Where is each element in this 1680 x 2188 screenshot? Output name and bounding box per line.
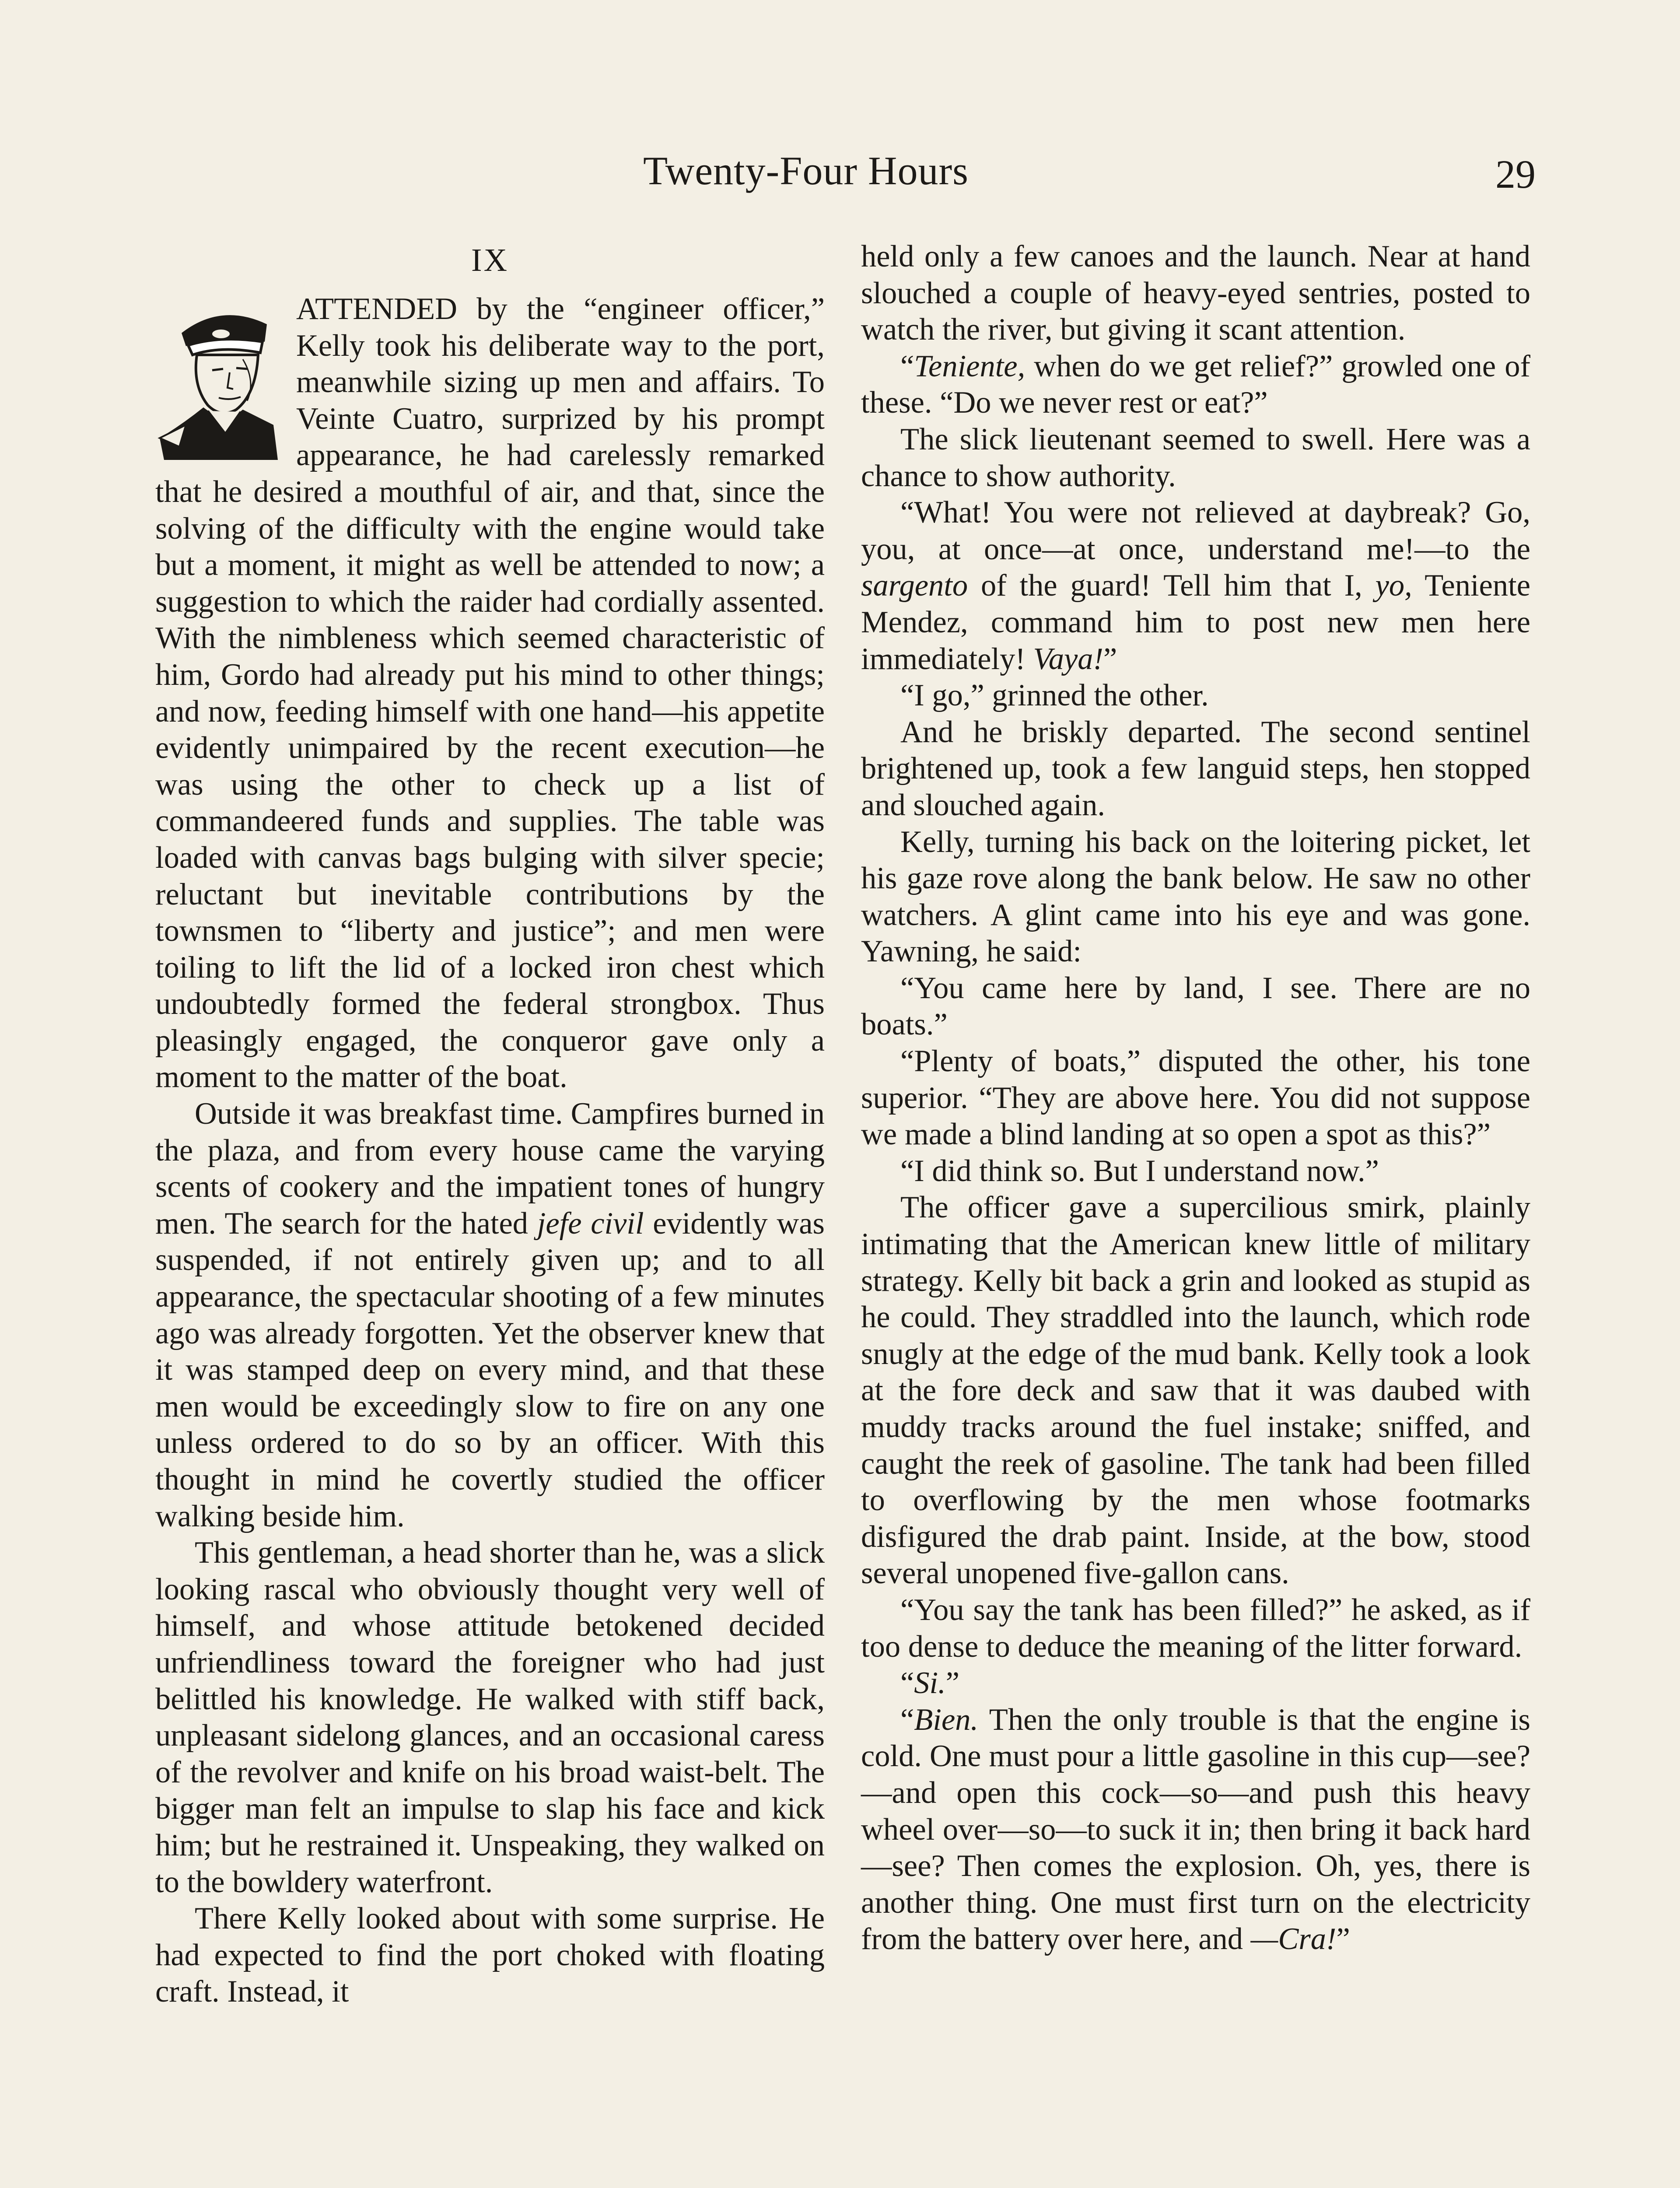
paragraph: There Kelly looked about with some surprise. He had expected to find the port choked with floating craft. Instead, it — [155, 1901, 825, 2009]
text-run: evidently was suspended, if not entirely given up; and to all appearance, the spectacular shooting of a few minutes ago was already forgotten. Yet the observer knew that it was stamped deep on every mind, and that these men would be exceedingly slow to fire on any one unless ordered to do so by an officer. With this thought in mind he covertly studied the officer walking beside him. — [155, 1206, 825, 1533]
italic-term: —Cra! — [1250, 1922, 1337, 1957]
text-run: Teniente Mendez, command him to post new men here immediately! — [861, 568, 1530, 676]
text-run: “ — [900, 1702, 914, 1737]
text-run: ” — [1336, 1922, 1350, 1957]
paragraph: held only a few canoes and the launch. Near at hand slouched a couple of heavy-eyed sentries, posted to watch the river, but giving it scant attention. — [861, 239, 1530, 347]
paragraph — [861, 348, 1530, 421]
paragraph: This gentleman, a head shorter than he, was a slick looking rascal who obviously thought very well of himself, and whose attitude betokened decided unfriendliness toward the foreigner who had just belittled his knowledge. He walked with stiff back, unpleasant sidelong glances, and an occasional caress of the revolver and knife on his broad waist-belt. The bigger man felt an impulse to slap his face and kick him; but he restrained it. Unspeaking, they walked on to the bowldery waterfront. — [155, 1536, 825, 1899]
italic-term: Si. — [914, 1666, 946, 1701]
paragraph: “I did think so. But I understand now.” — [900, 1154, 1379, 1188]
italic-term: Vaya! — [1033, 642, 1104, 676]
text-run: when do we get relief?” growled one of these. “Do we never rest or eat?” — [861, 349, 1530, 420]
text-run: ” — [945, 1666, 960, 1701]
text-run: Outside it was breakfast time. Campfires burned in the plaza, and from every house came the varying scents of cookery and the impatient tones of hungry men. The search for the hated — [155, 1097, 825, 1241]
paragraph: “You came here by land, I see. There are no boats.” — [861, 971, 1530, 1042]
text-run: ” — [1103, 642, 1117, 676]
paragraph: The officer gave a supercilious smirk, plainly intimating that the American knew little of military strategy. Kelly bit back a grin and looked as stupid as he could. They straddled into the launch, which rode snugly at the edge of the mud bank. Kelly took a look at the fore deck and saw that it was daubed with muddy tracks around the fuel instake; sniffed, and caught the reek of gasoline. The tank had been filled to overflowing by the men whose footmarks disfigured the drab paint. Inside, at the bow, stood several unopened five-gallon cans. — [861, 1190, 1530, 1591]
right-column — [861, 238, 1530, 1958]
paragraph — [861, 494, 1530, 677]
italic-term: jefe civil — [537, 1206, 644, 1241]
paragraph: “You say the tank has been filled?” he asked, as if too dense to deduce the meaning of the litter forward. — [861, 1592, 1530, 1664]
italic-term: Bien. — [914, 1702, 979, 1737]
running-header — [0, 144, 1680, 197]
italic-term: yo, — [1375, 568, 1412, 603]
paragraph: Kelly, turning his back on the loitering picket, let his gaze rove along the bank below. He saw no other watchers. A glint came into his eye and was gone. Yawning, he said: — [861, 824, 1530, 969]
paragraph: ATTENDED by the “engineer officer,” Kelly took his deliberate way to the port, meanwhile sizing up men and affairs. To Veinte Cuatro, surprized by his prompt appearance, he had carelessly remarked that he desired a mouthful of air, and that, since the solving of the difficulty with the engine would take but a moment, it might as well be attended to now; a suggestion to which the raider had cordially assented. With the nimbleness which seemed characteristic of him, Gordo had already put his mind to other things; and now, feeding himself with one hand—his appetite evidently unimpaired by the recent execution—he was using the other to check up a list of commandeered funds and supplies. The table was loaded with canvas bags bulging with silver specie; reluctant but inevitable contributions by the townsmen to “liberty and justice”; and men were toiling to lift the lid of a locked iron chest which undoubtedly formed the federal strongbox. Thus pleasingly engaged, the conqueror gave only a moment to the matter of the boat. — [155, 292, 825, 1094]
text-run: Then the only trouble is that the engine is cold. One must pour a little gasoline in this cup—see?—and open this cock—so—and push this heavy wheel over—so—to suck it in; then bring it back hard—see? Then comes the explosion. Oh, yes, there is another thing. One must first turn on the electricity from the battery over here, and — [861, 1702, 1530, 1957]
paragraph: “I go,” grinned the other. — [900, 678, 1209, 713]
running-title: Twenty-Four Hours — [643, 148, 969, 193]
page-number: 29 — [1495, 152, 1536, 196]
text-run: of the guard! Tell him that I, — [968, 568, 1376, 603]
paragraph: The slick lieutenant seemed to swell. Here was a chance to show authority. — [861, 422, 1530, 493]
text-run: “ — [900, 1666, 914, 1701]
italic-term: Teniente, — [914, 349, 1026, 383]
paragraph — [861, 1665, 1530, 1702]
italic-term: sargento — [861, 568, 968, 603]
chapter-number: IX — [471, 242, 509, 278]
paragraph — [155, 1096, 825, 1535]
left-column — [155, 238, 825, 2010]
paragraph — [861, 1702, 1530, 1958]
paragraph: And he briskly departed. The second sentinel brightened up, took a few languid steps, hen stopped and slouched again. — [861, 715, 1530, 822]
text-run: “ — [900, 349, 914, 383]
text-run: “What! You were not relieved at daybreak? Go, you, at once—at once, understand me!—to the — [861, 495, 1530, 566]
paragraph: “Plenty of boats,” disputed the other, his tone superior. “They are above here. You did not suppose we made a blind landing at so open a spot as this?” — [861, 1044, 1530, 1152]
sailor-portrait-icon — [155, 294, 287, 460]
